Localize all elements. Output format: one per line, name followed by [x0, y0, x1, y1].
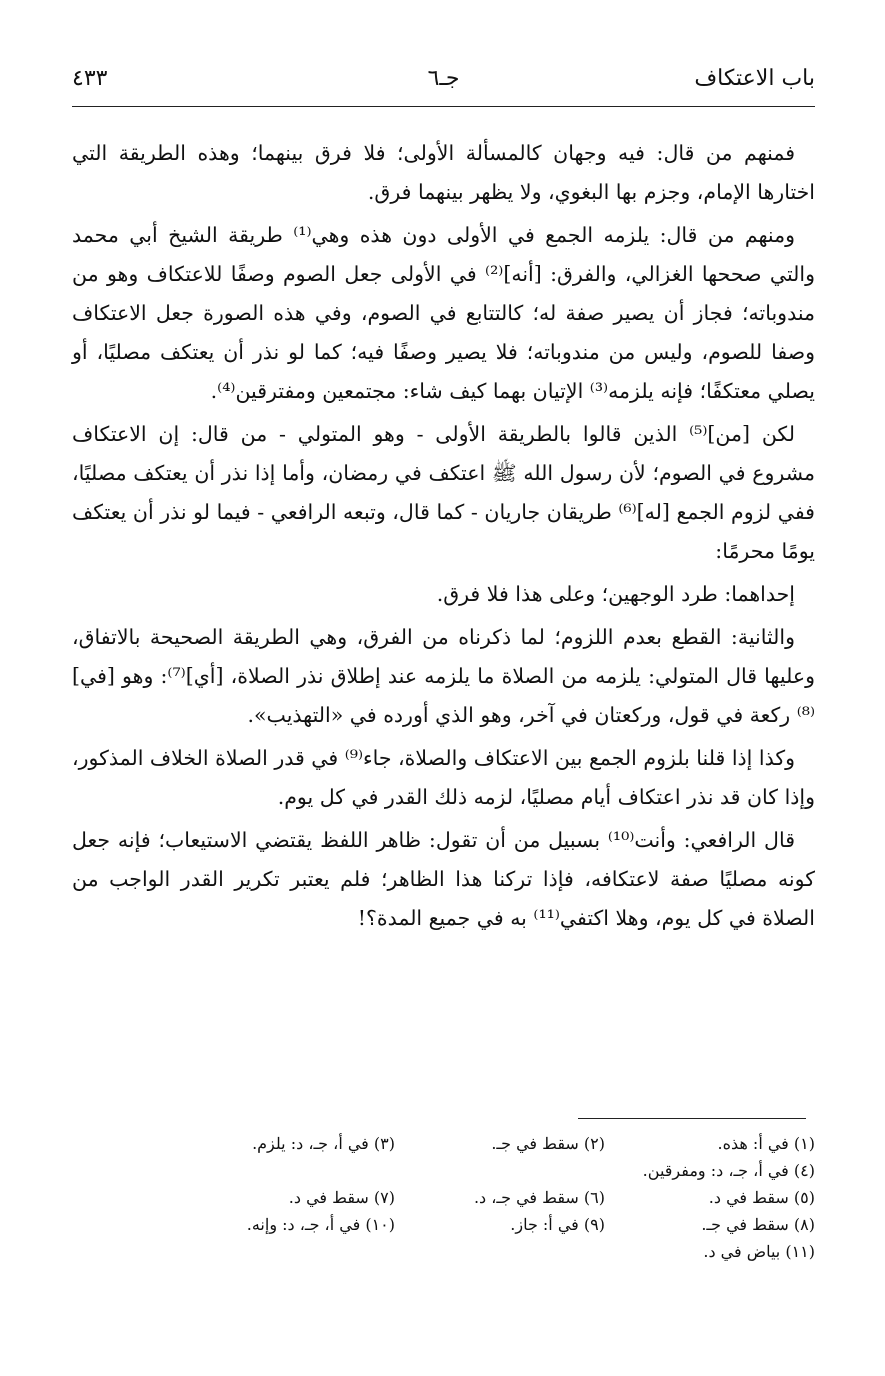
- footnote-row: [72, 1184, 815, 1211]
- main-text: [72, 134, 815, 942]
- paragraph: قال الرافعي: وأنت⁽¹⁰⁾ بسبيل من أن تقول: ظاهر اللفظ يقتضي الاستيعاب؛ فإنه جعل كونه مصليًا صفة لاعتكافه، فإذا تركنا هذا الظاهر؛ فلم يعتبر تكرير القدر الواجب من الصلاة في كل يوم، وهلا اكتفي⁽¹¹⁾ به في جميع المدة؟!: [72, 828, 815, 930]
- footnote: (٥) سقط في د.: [708, 1188, 815, 1207]
- footnotes: [72, 1130, 815, 1265]
- page-number: ٤٣٣: [72, 66, 108, 91]
- footnote: (١) في أ: هذه.: [717, 1134, 815, 1153]
- footnote: (١٠) في أ، جـ، د: وإنه.: [246, 1215, 395, 1234]
- footnote: (٤) في أ، جـ، د: ومفرقين.: [642, 1161, 815, 1180]
- paragraph: فمنهم من قال: فيه وجهان كالمسألة الأولى؛ فلا فرق بينهما؛ وهذه الطريقة التي اختارها الإمام، وجزم بها البغوي، ولا يظهر بينهما فرق.: [72, 141, 815, 204]
- footnote: (٩) في أ: جاز.: [510, 1215, 605, 1234]
- paragraph: ومنهم من قال: يلزمه الجمع في الأولى دون هذه وهي⁽¹⁾ طريقة الشيخ أبي محمد والتي صححها الغزالي، والفرق: [أنه]⁽²⁾ في الأولى جعل الصوم وصفًا للاعتكاف وهو من مندوباته؛ فجاز أن يصير صفة له؛ كالتتابع في الصوم، وفي هذه الصورة جعل الاعتكاف وصفا للصوم، وليس من مندوباته؛ فلا يصير وصفًا فيه؛ كما لو نذر أن يعتكف مصليًا، أو يصلي معتكفًا؛ فإنه يلزمه⁽³⁾ الإتيان بهما كيف شاء: مجتمعين ومفترقين⁽⁴⁾.: [72, 223, 815, 403]
- paragraph: لكن [من]⁽⁵⁾ الذين قالوا بالطريقة الأولى - وهو المتولي - من قال: إن الاعتكاف مشروع في الصوم؛ لأن رسول الله ﷺ اعتكف في رمضان، وأما إذا نذر أن يعتكف مصليًا، ففي لزوم الجمع [له]⁽⁶⁾ طريقان جاريان - كما قال، وتبعه الرافعي - فيما لو نذر أن يعتكف يومًا محرمًا:: [72, 422, 815, 563]
- footnote-divider: [578, 1118, 806, 1119]
- footnote-row: [72, 1211, 815, 1238]
- footnote-row: [72, 1238, 815, 1265]
- footnote-row: [72, 1157, 815, 1184]
- footnote: (٦) سقط في جـ، د.: [473, 1188, 605, 1207]
- footnote: (٣) في أ، جـ، د: يلزم.: [252, 1134, 395, 1153]
- volume-label: جـ٦: [427, 66, 460, 91]
- footnote: (٧) سقط في د.: [288, 1188, 395, 1207]
- footnote: (١١) بياض في د.: [703, 1242, 815, 1261]
- page-header: [72, 66, 815, 107]
- paragraph: والثانية: القطع بعدم اللزوم؛ لما ذكرناه من الفرق، وهي الطريقة الصحيحة بالاتفاق، وعليها قال المتولي: يلزمه من الصلاة ما يلزمه عند إطلاق نذر الصلاة، [أي]⁽⁷⁾: وهو [في]⁽⁸⁾ ركعة في قول، وركعتان في آخر، وهو الذي أورده في «التهذيب».: [72, 625, 815, 727]
- footnote: (٨) سقط في جـ.: [701, 1215, 815, 1234]
- paragraph: إحداهما: طرد الوجهين؛ وعلى هذا فلا فرق.: [436, 582, 795, 606]
- chapter-title: باب الاعتكاف: [694, 66, 815, 91]
- footnote-row: [72, 1130, 815, 1157]
- footnote: (٢) سقط في جـ.: [491, 1134, 605, 1153]
- paragraph: وكذا إذا قلنا بلزوم الجمع بين الاعتكاف والصلاة، جاء⁽⁹⁾ في قدر الصلاة الخلاف المذكور، وإذا كان قد نذر اعتكاف أيام مصليًا، لزمه ذلك القدر في كل يوم.: [72, 746, 815, 809]
